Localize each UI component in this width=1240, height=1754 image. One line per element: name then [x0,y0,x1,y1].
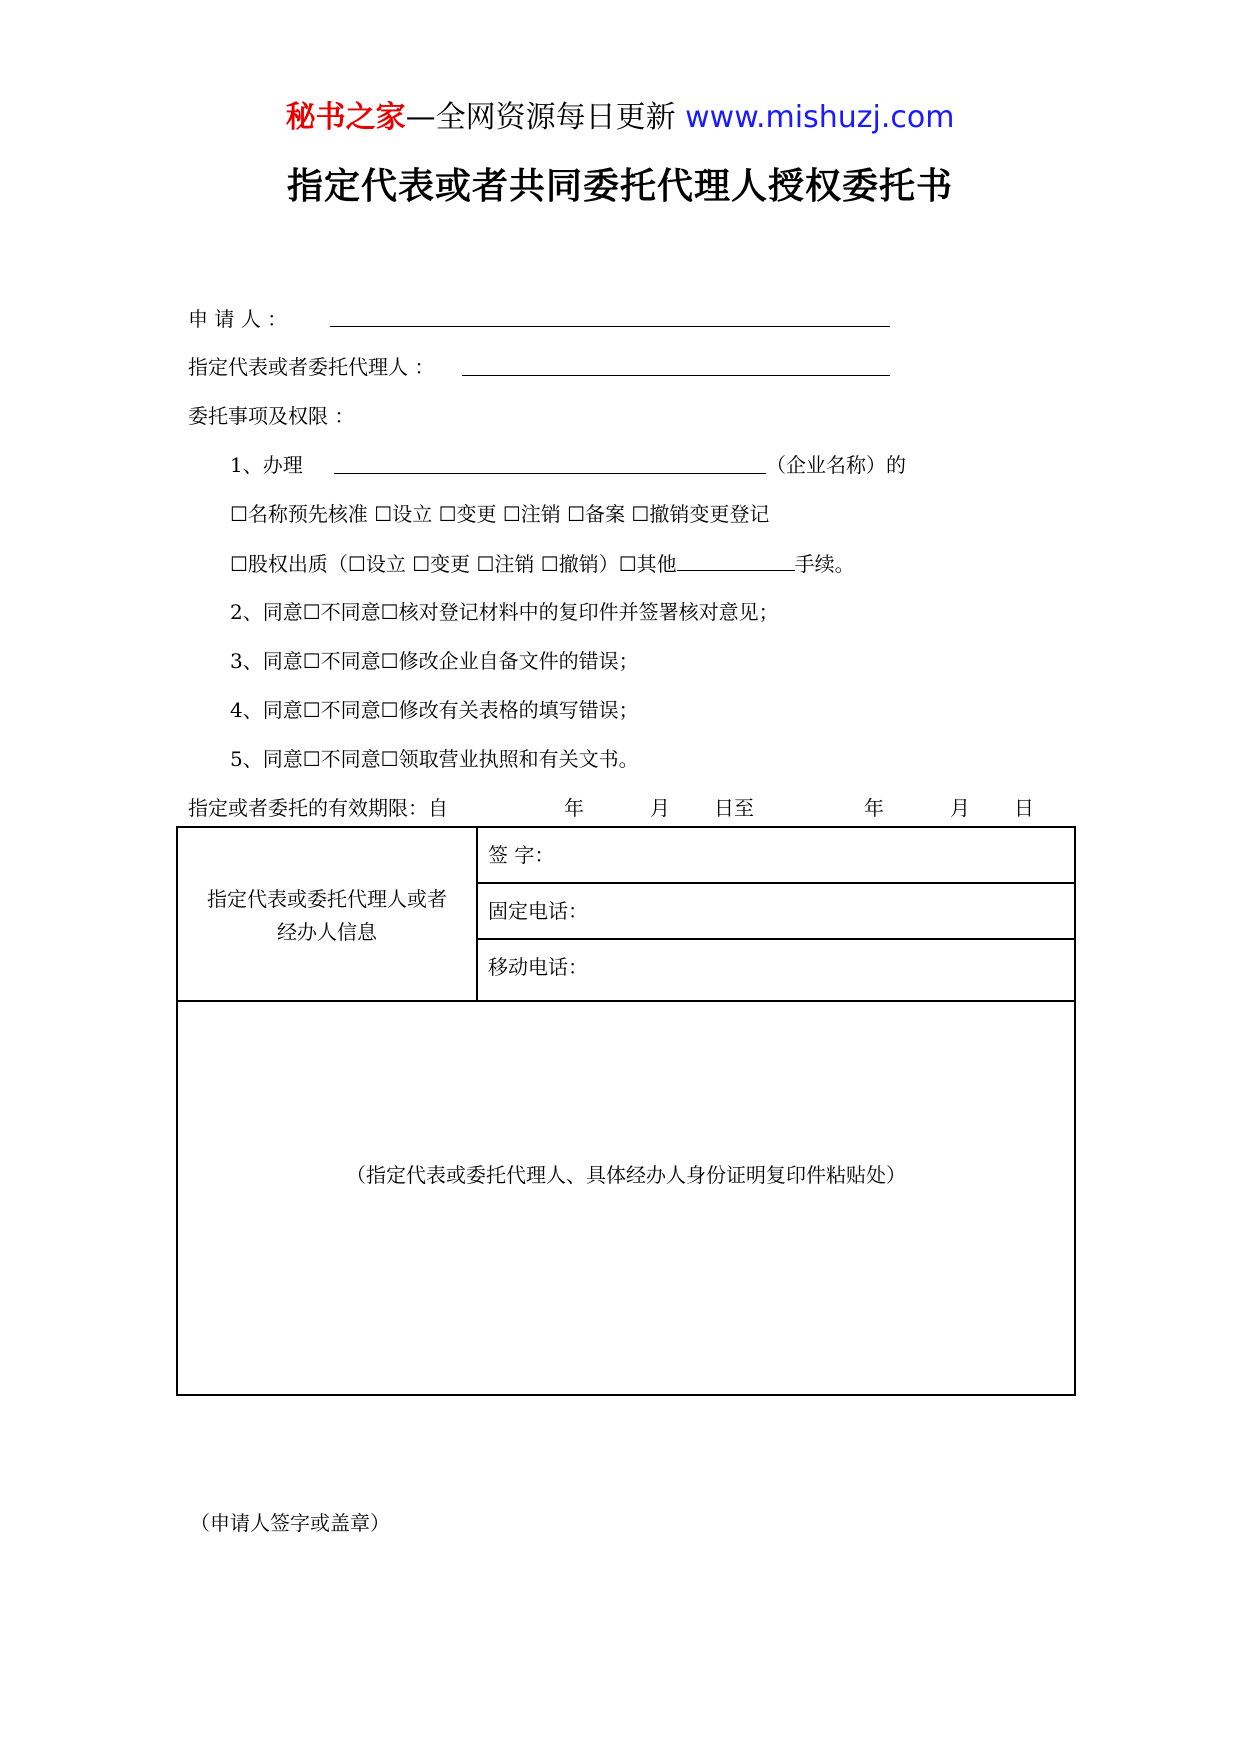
signature-label: 签 字： [488,843,555,867]
validity-label: 指定或者委托的有效期限：自 [188,796,448,820]
company-name-blank-line[interactable] [334,473,766,474]
info-label-line2: 经办人信息 [277,920,377,944]
other-procedure-blank-line[interactable] [677,548,795,571]
item1-options-row2-suffix: 手续。 [794,552,855,576]
table-divider-row1 [476,882,1074,884]
agent-info-table [176,826,1076,1396]
item1-options-row2 [230,548,855,579]
mobile-label: 移动电话： [488,955,588,979]
id-copy-placeholder: （指定代表或委托代理人、具体经办人身份证明复印件粘贴处） [346,1163,906,1187]
validity-day-to: 日至 [714,796,754,820]
site-brand: 秘书之家 [285,100,406,135]
site-slogan: —全网资源每日更新 [405,100,676,135]
validity-month-from: 月 [650,796,670,820]
table-divider-vertical [476,828,478,1000]
item1-options-row1: ☐名称预先核准 ☐设立 ☐变更 ☐注销 ☐备案 ☐撤销变更登记 [230,502,770,526]
applicant-label: 申 请 人 ： [188,307,288,331]
item5: 5、同意☐不同意☐领取营业执照和有关文书。 [230,747,639,771]
info-label-line1: 指定代表或委托代理人或者 [207,887,447,911]
validity-year-from: 年 [564,796,584,820]
document-title: 指定代表或者共同委托代理人授权委托书 [286,166,953,207]
scope-label: 委托事项及权限 ： [188,404,355,428]
site-banner [0,98,1240,138]
item3: 3、同意☐不同意☐修改企业自备文件的错误； [230,649,639,673]
landline-label: 固定电话： [488,899,588,923]
item1-options-row2-prefix: ☐股权出质（☐设立 ☐变更 ☐注销 ☐撤销）☐其他 [230,552,677,576]
applicant-sign-label: （申请人签字或盖章） [190,1511,390,1535]
validity-month-to: 月 [950,796,970,820]
table-divider-section [178,1000,1074,1002]
agent-label: 指定代表或者委托代理人 ： [188,355,435,379]
validity-day-to-end: 日 [1014,796,1034,820]
validity-year-to: 年 [864,796,884,820]
item2: 2、同意☐不同意☐核对登记材料中的复印件并签署核对意见； [230,600,779,624]
item1-suffix: （企业名称）的 [766,453,906,477]
applicant-blank-line[interactable] [330,326,890,327]
site-url-link[interactable]: www.mishuzj.com [685,100,955,135]
table-divider-row2 [476,938,1074,940]
item4: 4、同意☐不同意☐修改有关表格的填写错误； [230,698,639,722]
agent-blank-line[interactable] [462,375,890,376]
item1-prefix: 1、办理 [230,453,303,477]
